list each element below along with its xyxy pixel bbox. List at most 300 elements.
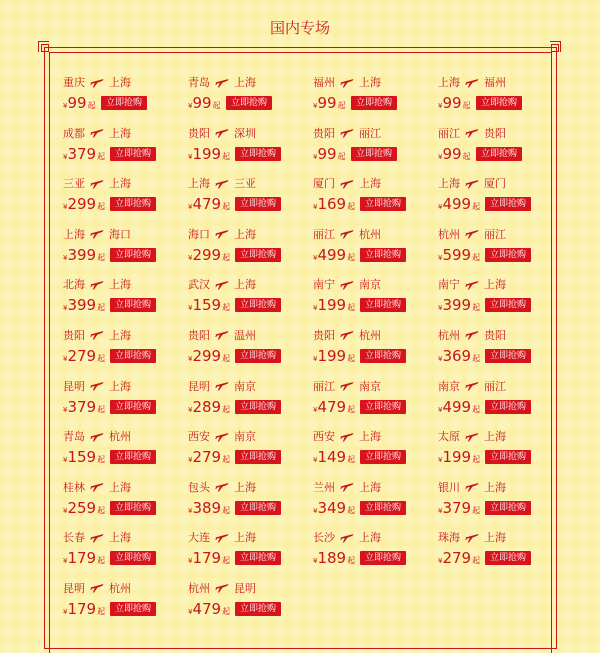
route-line — [188, 479, 256, 495]
price-amount: 179 — [67, 549, 97, 568]
route-card — [313, 123, 438, 174]
buy-now-button[interactable]: 立即抢购 — [485, 400, 531, 414]
origin-city: 南京 — [438, 379, 460, 393]
destination-city: 上海 — [109, 531, 131, 545]
destination-city: 上海 — [109, 76, 131, 89]
price — [63, 447, 105, 467]
price — [313, 245, 355, 265]
origin-city: 上海 — [188, 177, 210, 191]
buy-now-button[interactable]: 立即抢购 — [110, 197, 156, 211]
route-card — [63, 376, 188, 427]
plane-icon — [465, 329, 479, 340]
currency-symbol: ¥ — [63, 253, 68, 262]
currency-symbol: ¥ — [63, 557, 68, 566]
route-card — [438, 224, 563, 275]
price — [188, 447, 230, 467]
route-line — [438, 125, 506, 141]
currency-symbol: ¥ — [313, 304, 318, 313]
price-suffix: 起 — [97, 303, 106, 313]
price-amount: 479 — [192, 599, 222, 618]
buy-now-button[interactable]: 立即抢购 — [485, 197, 531, 211]
price — [188, 397, 230, 417]
route-card — [313, 376, 438, 427]
price-suffix: 起 — [222, 505, 231, 515]
plane-icon — [215, 431, 229, 442]
price — [63, 397, 105, 417]
route-card — [438, 274, 563, 325]
route-line — [188, 276, 256, 292]
price — [313, 346, 355, 366]
price — [63, 194, 105, 214]
origin-city: 杭州 — [438, 227, 460, 241]
price-suffix: 起 — [347, 455, 356, 465]
route-card — [188, 224, 313, 275]
price-amount: 169 — [317, 195, 347, 214]
route-line — [63, 529, 131, 545]
destination-city: 丽江 — [484, 227, 506, 241]
price-amount: 299 — [67, 195, 97, 214]
route-line — [188, 226, 256, 242]
route-card — [188, 274, 313, 325]
buy-now-button[interactable]: 立即抢购 — [485, 298, 531, 312]
price-amount: 279 — [192, 448, 222, 467]
price-amount: 159 — [192, 296, 222, 315]
plane-icon — [215, 127, 229, 138]
plane-icon — [90, 77, 104, 88]
plane-icon — [465, 228, 479, 239]
price — [188, 93, 221, 113]
buy-now-button[interactable]: 立即抢购 — [360, 551, 406, 565]
buy-now-button[interactable]: 立即抢购 — [235, 197, 281, 211]
route-card — [438, 123, 563, 174]
price-suffix: 起 — [347, 303, 356, 313]
price-amount: 179 — [67, 599, 97, 618]
route-grid — [63, 72, 543, 629]
buy-now-button[interactable]: 立即抢购 — [360, 298, 406, 312]
price-suffix: 起 — [472, 455, 481, 465]
origin-city: 贵阳 — [188, 126, 210, 140]
route-line — [313, 327, 381, 343]
buy-now-button[interactable]: 立即抢购 — [235, 298, 281, 312]
price-amount: 479 — [192, 195, 222, 214]
price-amount: 189 — [317, 549, 347, 568]
buy-now-button[interactable]: 立即抢购 — [476, 96, 522, 110]
buy-now-button[interactable]: 立即抢购 — [226, 96, 272, 110]
route-card — [188, 477, 313, 528]
route-card — [188, 173, 313, 224]
buy-now-button[interactable]: 立即抢购 — [360, 501, 406, 515]
route-line — [438, 479, 506, 495]
route-line — [438, 74, 506, 90]
buy-now-button[interactable]: 立即抢购 — [351, 147, 397, 161]
price-amount: 159 — [67, 448, 97, 467]
currency-symbol: ¥ — [438, 354, 443, 363]
route-line — [63, 226, 131, 242]
origin-city: 南宁 — [313, 278, 335, 292]
route-line — [438, 327, 506, 343]
price-suffix: 起 — [222, 151, 231, 161]
origin-city: 重庆 — [63, 76, 85, 89]
price — [438, 194, 480, 214]
currency-symbol: ¥ — [438, 506, 443, 515]
plane-icon — [90, 127, 104, 138]
route-card — [313, 224, 438, 275]
plane-icon — [215, 329, 229, 340]
currency-symbol: ¥ — [438, 253, 443, 262]
price-amount: 379 — [67, 144, 97, 163]
destination-city: 上海 — [234, 278, 256, 292]
price-suffix: 起 — [222, 353, 231, 363]
plane-icon — [340, 77, 354, 88]
buy-now-button[interactable]: 立即抢购 — [360, 349, 406, 363]
route-card — [188, 325, 313, 376]
origin-city: 武汉 — [188, 278, 210, 292]
plane-icon — [90, 329, 104, 340]
origin-city: 成都 — [63, 126, 85, 140]
currency-symbol: ¥ — [438, 102, 443, 110]
route-line — [438, 276, 506, 292]
price — [438, 548, 480, 568]
destination-city: 丽江 — [359, 126, 381, 140]
price-amount: 379 — [442, 498, 472, 517]
destination-city: 南京 — [359, 379, 381, 393]
destination-city: 上海 — [484, 531, 506, 545]
plane-icon — [215, 178, 229, 189]
buy-now-button[interactable]: 立即抢购 — [235, 400, 281, 414]
route-card — [63, 274, 188, 325]
plane-icon — [340, 431, 354, 442]
origin-city: 青岛 — [63, 430, 85, 444]
price-amount: 389 — [192, 498, 222, 517]
buy-now-button[interactable]: 立即抢购 — [110, 147, 156, 161]
origin-city: 福州 — [313, 76, 335, 89]
plane-icon — [465, 481, 479, 492]
price-suffix: 起 — [347, 556, 356, 566]
origin-city: 西安 — [188, 430, 210, 444]
buy-now-button[interactable]: 立即抢购 — [485, 248, 531, 262]
buy-now-button[interactable]: 立即抢购 — [360, 248, 406, 262]
route-line — [188, 378, 256, 394]
price — [63, 346, 105, 366]
currency-symbol: ¥ — [188, 405, 193, 414]
price — [313, 397, 355, 417]
price-amount: 179 — [192, 549, 222, 568]
price-suffix: 起 — [222, 303, 231, 313]
price — [63, 93, 96, 113]
buy-now-button[interactable]: 立即抢购 — [485, 501, 531, 515]
price-suffix: 起 — [97, 353, 106, 363]
price-suffix: 起 — [87, 101, 96, 110]
buy-now-button[interactable]: 立即抢购 — [110, 248, 156, 262]
destination-city: 贵阳 — [484, 126, 506, 140]
price-amount: 259 — [67, 498, 97, 517]
route-line — [438, 428, 506, 444]
currency-symbol: ¥ — [188, 152, 193, 161]
route-card — [63, 224, 188, 275]
price-suffix: 起 — [222, 455, 231, 465]
price-amount: 199 — [192, 144, 222, 163]
buy-now-button[interactable]: 立即抢购 — [235, 147, 281, 161]
price-amount: 149 — [317, 448, 347, 467]
route-line — [63, 580, 131, 596]
price — [188, 498, 230, 518]
currency-symbol: ¥ — [188, 607, 193, 616]
origin-city: 昆明 — [188, 379, 210, 393]
price — [63, 548, 105, 568]
price-amount: 299 — [192, 245, 222, 264]
price-suffix: 起 — [97, 455, 106, 465]
price — [313, 194, 355, 214]
price-suffix: 起 — [212, 101, 221, 110]
price-amount: 99 — [442, 144, 462, 163]
buy-now-button[interactable]: 立即抢购 — [235, 349, 281, 363]
route-line — [63, 125, 131, 141]
currency-symbol: ¥ — [63, 152, 68, 161]
plane-icon — [215, 380, 229, 391]
price-suffix: 起 — [347, 252, 356, 262]
price-amount: 599 — [442, 245, 472, 264]
destination-city: 上海 — [484, 278, 506, 292]
route-card — [63, 123, 188, 174]
route-line — [313, 529, 381, 545]
route-card — [63, 477, 188, 528]
buy-now-button[interactable]: 立即抢购 — [235, 248, 281, 262]
buy-now-button[interactable]: 立即抢购 — [235, 602, 281, 616]
origin-city: 贵阳 — [313, 126, 335, 140]
route-card — [438, 325, 563, 376]
buy-now-button[interactable]: 立即抢购 — [485, 450, 531, 464]
price-suffix: 起 — [97, 505, 106, 515]
route-card — [188, 123, 313, 174]
buy-now-button[interactable]: 立即抢购 — [110, 602, 156, 616]
destination-city: 海口 — [109, 227, 131, 241]
price — [188, 245, 230, 265]
currency-symbol: ¥ — [438, 405, 443, 414]
price — [438, 245, 480, 265]
price-suffix: 起 — [472, 505, 481, 515]
destination-city: 南京 — [359, 278, 381, 292]
destination-city: 上海 — [359, 76, 381, 89]
route-line — [188, 529, 256, 545]
buy-now-button[interactable]: 立即抢购 — [110, 298, 156, 312]
price-amount: 299 — [192, 346, 222, 365]
route-line — [313, 276, 381, 292]
currency-symbol: ¥ — [188, 354, 193, 363]
buy-now-button[interactable]: 立即抢购 — [476, 147, 522, 161]
origin-city: 厦门 — [313, 177, 335, 191]
currency-symbol: ¥ — [63, 102, 68, 110]
destination-city: 杭州 — [109, 581, 131, 595]
price-suffix: 起 — [97, 556, 106, 566]
route-card — [313, 426, 438, 477]
origin-city: 海口 — [188, 227, 210, 241]
price-suffix: 起 — [462, 151, 471, 161]
buy-now-button[interactable]: 立即抢购 — [235, 501, 281, 515]
buy-now-button[interactable]: 立即抢购 — [101, 96, 147, 110]
origin-city: 长沙 — [313, 531, 335, 545]
origin-city: 丽江 — [313, 379, 335, 393]
price-suffix: 起 — [222, 404, 231, 414]
price-amount: 369 — [442, 346, 472, 365]
price — [313, 498, 355, 518]
route-line — [313, 175, 381, 191]
currency-symbol: ¥ — [63, 304, 68, 313]
buy-now-button[interactable]: 立即抢购 — [110, 450, 156, 464]
route-card — [313, 274, 438, 325]
price — [63, 144, 105, 164]
price-amount: 399 — [442, 296, 472, 315]
plane-icon — [90, 279, 104, 290]
price-amount: 99 — [442, 94, 462, 112]
price-amount: 399 — [67, 245, 97, 264]
currency-symbol: ¥ — [438, 456, 443, 465]
currency-symbol: ¥ — [188, 102, 193, 110]
plane-icon — [465, 380, 479, 391]
price — [438, 498, 480, 518]
currency-symbol: ¥ — [313, 456, 318, 465]
currency-symbol: ¥ — [438, 152, 443, 161]
plane-icon — [465, 431, 479, 442]
price-suffix: 起 — [472, 404, 481, 414]
price-suffix: 起 — [97, 404, 106, 414]
route-line — [313, 479, 381, 495]
origin-city: 丽江 — [438, 126, 460, 140]
origin-city: 大连 — [188, 531, 210, 545]
destination-city: 深圳 — [234, 126, 256, 140]
currency-symbol: ¥ — [63, 456, 68, 465]
buy-now-button[interactable]: 立即抢购 — [360, 400, 406, 414]
price-amount: 499 — [317, 245, 347, 264]
origin-city: 包头 — [188, 480, 210, 494]
plane-icon — [340, 127, 354, 138]
destination-city: 上海 — [109, 278, 131, 292]
destination-city: 上海 — [359, 177, 381, 191]
route-card — [438, 376, 563, 427]
route-line — [313, 378, 381, 394]
destination-city: 温州 — [234, 328, 256, 342]
plane-icon — [340, 532, 354, 543]
plane-icon — [90, 178, 104, 189]
currency-symbol: ¥ — [438, 203, 443, 212]
plane-icon — [340, 481, 354, 492]
currency-symbol: ¥ — [313, 203, 318, 212]
currency-symbol: ¥ — [188, 203, 193, 212]
plane-icon — [90, 380, 104, 391]
destination-city: 上海 — [484, 480, 506, 494]
route-card — [438, 527, 563, 578]
route-line — [63, 175, 131, 191]
route-card — [313, 72, 438, 123]
destination-city: 上海 — [234, 480, 256, 494]
currency-symbol: ¥ — [188, 557, 193, 566]
buy-now-button[interactable]: 立即抢购 — [360, 197, 406, 211]
price — [313, 144, 346, 164]
origin-city: 北海 — [63, 278, 85, 292]
buy-now-button[interactable]: 立即抢购 — [110, 551, 156, 565]
price-suffix: 起 — [97, 202, 106, 212]
price — [63, 498, 105, 518]
price-suffix: 起 — [347, 505, 356, 515]
plane-icon — [465, 127, 479, 138]
price — [188, 194, 230, 214]
price — [438, 93, 471, 113]
price-suffix: 起 — [347, 404, 356, 414]
plane-icon — [340, 329, 354, 340]
origin-city: 太原 — [438, 430, 460, 444]
route-card — [188, 578, 313, 629]
plane-icon — [465, 532, 479, 543]
buy-now-button[interactable]: 立即抢购 — [235, 450, 281, 464]
price — [313, 93, 346, 113]
price — [188, 599, 230, 619]
buy-now-button[interactable]: 立即抢购 — [110, 501, 156, 515]
price-suffix: 起 — [222, 556, 231, 566]
origin-city: 长春 — [63, 531, 85, 545]
plane-icon — [90, 228, 104, 239]
currency-symbol: ¥ — [188, 253, 193, 262]
plane-icon — [90, 532, 104, 543]
plane-icon — [340, 228, 354, 239]
price-amount: 199 — [442, 448, 472, 467]
destination-city: 上海 — [109, 379, 131, 393]
price-amount: 199 — [317, 296, 347, 315]
price-suffix: 起 — [222, 202, 231, 212]
route-line — [188, 580, 256, 596]
price-suffix: 起 — [97, 606, 106, 616]
destination-city: 上海 — [234, 227, 256, 241]
origin-city: 贵阳 — [313, 328, 335, 342]
destination-city: 上海 — [359, 531, 381, 545]
buy-now-button[interactable]: 立即抢购 — [485, 349, 531, 363]
origin-city: 珠海 — [438, 531, 460, 545]
price-amount: 399 — [67, 296, 97, 315]
buy-now-button[interactable]: 立即抢购 — [360, 450, 406, 464]
plane-icon — [340, 380, 354, 391]
origin-city: 昆明 — [63, 581, 85, 595]
buy-now-button[interactable]: 立即抢购 — [110, 349, 156, 363]
route-card — [63, 426, 188, 477]
buy-now-button[interactable]: 立即抢购 — [485, 551, 531, 565]
route-card — [438, 72, 563, 123]
price-suffix: 起 — [347, 353, 356, 363]
price-suffix: 起 — [97, 151, 106, 161]
route-card — [63, 527, 188, 578]
buy-now-button[interactable]: 立即抢购 — [110, 400, 156, 414]
price-amount: 289 — [192, 397, 222, 416]
origin-city: 银川 — [438, 480, 460, 494]
price — [313, 548, 355, 568]
route-card — [188, 72, 313, 123]
route-card — [188, 527, 313, 578]
origin-city: 昆明 — [63, 379, 85, 393]
price-amount: 99 — [192, 94, 212, 112]
currency-symbol: ¥ — [313, 354, 318, 363]
buy-now-button[interactable]: 立即抢购 — [351, 96, 397, 110]
destination-city: 上海 — [359, 430, 381, 444]
price — [438, 397, 480, 417]
origin-city: 三亚 — [63, 177, 85, 191]
price-amount: 99 — [317, 144, 337, 163]
route-line — [63, 276, 131, 292]
price-amount: 279 — [442, 549, 472, 568]
buy-now-button[interactable]: 立即抢购 — [235, 551, 281, 565]
price — [438, 144, 471, 164]
destination-city: 上海 — [359, 480, 381, 494]
price — [313, 447, 355, 467]
price-amount: 349 — [317, 498, 347, 517]
price-amount: 499 — [442, 195, 472, 214]
origin-city: 南宁 — [438, 278, 460, 292]
